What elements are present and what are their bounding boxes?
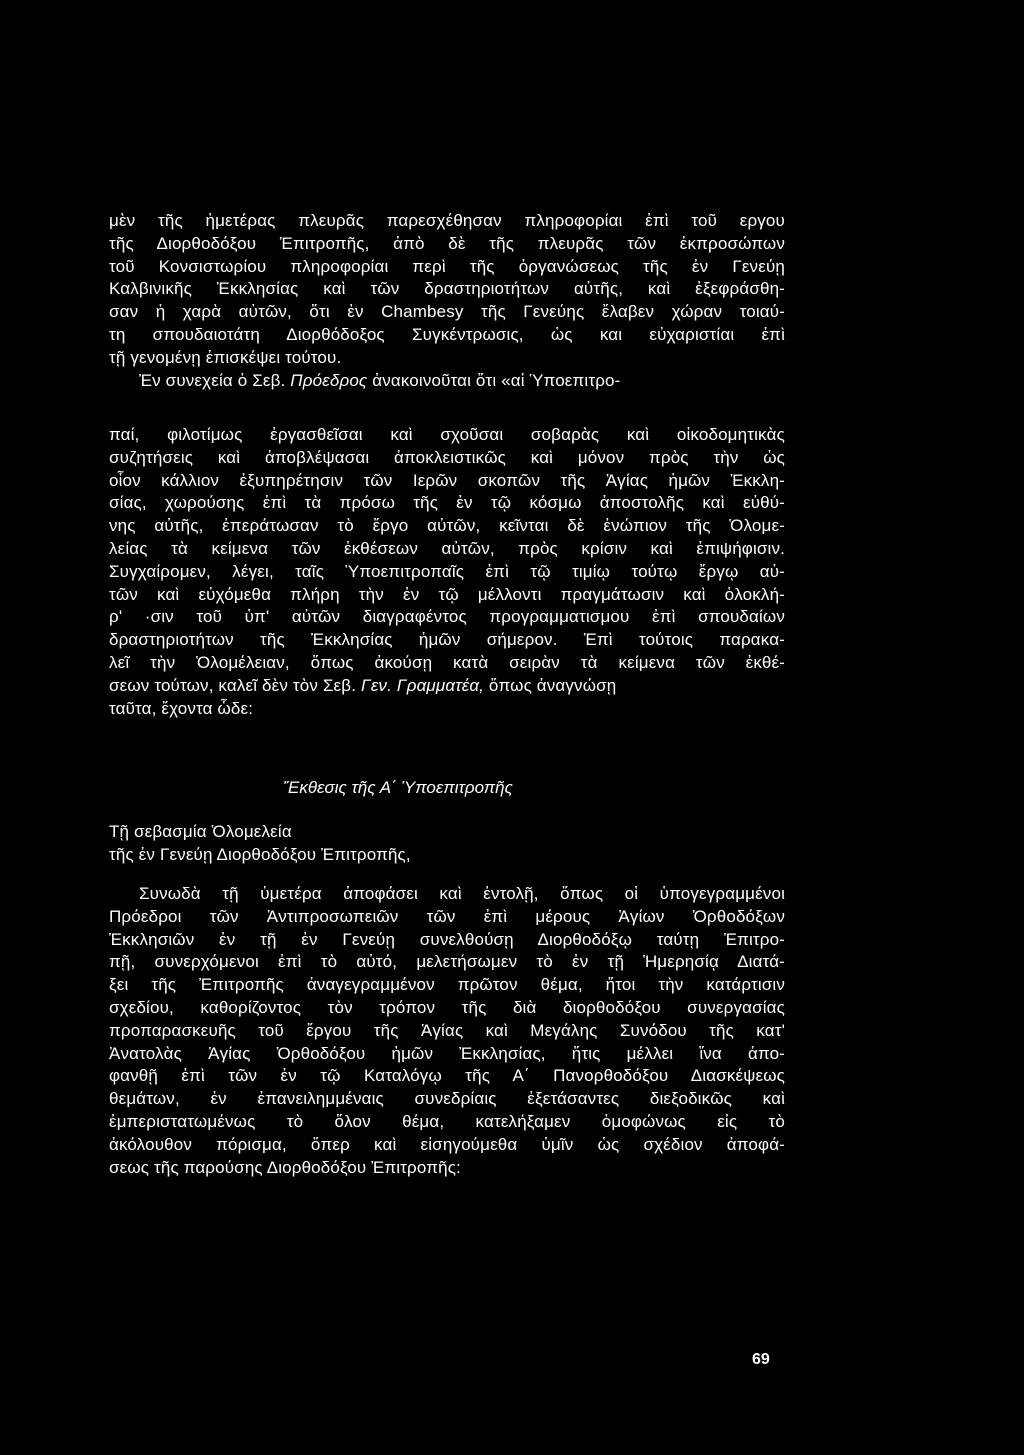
text-line-secretary <box>109 675 785 698</box>
text-line: δραστηριοτήτων τῆς Ἐκκλησίας ἡμῶν σήμερον. Ἐπὶ τούτοις παρακα- <box>109 630 785 650</box>
text-line: τῆς Διορθοδόξου Ἐπιτροπῆς, ἀπὸ δὲ τῆς πλευρᾶς τῶν ἐκπροσώπων <box>109 233 785 253</box>
text-line: πῇ, συνερχόμενοι ἐπὶ τὸ αὐτό, μελετήσωμεν τὸ ἐν τῇ Ἡμερησίᾳ Διατά- <box>109 952 785 972</box>
text-line: ρ' ·σιν τοῦ ὑπ' αὐτῶν διαγραφέντος προγραμματισμου ἐπὶ σπουδαίων <box>109 607 785 627</box>
text-line: ἐμπεριστατωμένως τὸ ὅλον θέμα, κατελήξαμεν ὁμοφώνως εἰς τὸ <box>109 1111 785 1131</box>
text-line-president <box>109 370 785 393</box>
paragraph-intro <box>109 210 785 392</box>
text-line: Ἀνατολὰς Ἁγίας Ὀρθοδόξου ἡμῶν Ἐκκλησίας, ἥτις μέλλει ἵνα ἀπο- <box>109 1043 785 1063</box>
text-line: ἀκόλουθον πόρισμα, ὅπερ καὶ εἰσηγούμεθα ὑμῖν ὡς σχέδιον ἀποφά- <box>109 1134 785 1154</box>
text-line: ταῦτα, ἔχοντα ὧδε: <box>109 698 254 718</box>
gen-label: Γεν. <box>360 675 392 695</box>
text-line: μὲν τῆς ἡμετέρας πλευρᾶς παρεσχέθησαν πληροφορίαι ἐπὶ τοῦ εργου <box>109 211 785 230</box>
text-segment: Ἐν συνεχεία ὁ Σεβ. <box>139 370 286 390</box>
president-label: Πρόεδρος <box>290 370 368 390</box>
text-line: σαν ἡ χαρὰ αὐτῶν, ὅτι ἐν Chambesy τῆς Γενεύης ἔλαβεν χώραν τοιαύ- <box>109 302 785 322</box>
text-line: προπαρασκευῆς τοῦ ἔργου τῆς Ἁγίας καὶ Μεγάλης Συνόδου τῆς κατ' <box>109 1020 785 1040</box>
text-segment: ὅπως ἀναγνώσῃ <box>488 675 617 695</box>
paragraph-report-body <box>109 883 785 1179</box>
text-segment: σεων τούτων, καλεῖ δὲν τὸν Σεβ. <box>109 675 357 695</box>
address-line: Τῇ σεβασμία Ὁλομελεία <box>109 822 292 841</box>
text-line: θεμάτων, ἐν ἐπανειλημμέναις συνεδρίαις ἐξετάσαντες διεξοδικῶς καὶ <box>109 1089 785 1109</box>
text-segment: ἀνακοινοῦται ὅτι «αἱ Ὑποεπιτρο- <box>372 370 621 390</box>
text-line: φανθῇ ἐπὶ τῶν ἐν τῷ Καταλόγῳ τῆς Α΄ Πανορθοδόξου Διασκέψεως <box>109 1066 785 1086</box>
text-line: παί, φιλοτίμως ἐργασθεῖσαι καὶ σχοῦσαι σοβαρὰς καὶ οἰκοδομητικὰς <box>109 425 785 444</box>
text-line: ξει τῆς Ἐπιτροπῆς ἀναγεγραμμένον πρῶτον θέμα, ἤτοι τὴν κατάρτισιν <box>109 975 785 995</box>
address-line: τῆς ἐν Γενεύῃ Διορθοδόξου Ἐπιτροπῆς, <box>109 844 411 864</box>
paragraph-announcement <box>109 424 785 720</box>
text-line: τοῦ Κονσιστωρίου πληροφορίαι περὶ τῆς ὀργανώσεως τῆς ἐν Γενεύῃ <box>109 256 785 276</box>
address-block <box>109 821 785 867</box>
text-line: Ἐκκλησιῶν ἐν τῇ ἐν Γενεύῃ συνελθούσῃ Διορθοδόξῳ ταύτῃ Ἐπιτρο- <box>109 929 785 949</box>
page-number: 69 <box>752 1351 770 1368</box>
report-heading: Ἔκθεσις τῆς Α΄ Ὑποεπιτροπῆς <box>283 778 513 797</box>
text-line: σίας, χωρούσης ἐπὶ τὰ πρόσω τῆς ἐν τῷ κόσμω ἀποστολῆς καὶ εὐθύ- <box>109 493 785 513</box>
text-line: οἷον κάλλιον ἐξυπηρέτησιν τῶν Ιερῶν σκοπῶν τῆς Ἁγίας ἡμῶν Ἐκκλη- <box>109 470 785 490</box>
text-line: νης αὐτῆς, ἐπεράτωσαν τὸ ἔργο αὐτῶν, κεῖνται δὲ ἐνώπιον τῆς Ὁλομε- <box>109 516 785 536</box>
text-line: Συγχαίρομεν, λέγει, ταῖς Ὑποεπιτροπαῖς ἐπὶ τῷ τιμίῳ τούτῳ ἔργῳ αὐ- <box>109 561 785 581</box>
text-line: τῇ γενομένῃ ἐπισκέψει τούτου. <box>109 347 342 367</box>
text-line: συζητήσεις καὶ ἀποβλέψασαι ἀποκλειστικῶς καὶ μόνον πρὸς τὴν ὡς <box>109 447 785 467</box>
text-line: τη σπουδαιοτάτη Διορθόδοξος Συγκέντρωσις, ὡς και εὐχαριστίαι ἐπὶ <box>109 324 785 344</box>
text-line: Πρόεδροι τῶν Ἀντιπροσωπειῶν τῶν ἐπὶ μέρους Ἁγίων Ὀρθοδόξων <box>109 906 785 926</box>
secretary-label: Γραμματέα, <box>396 675 485 695</box>
text-line: σχεδίου, καθορίζοντος τὸν τρόπον τῆς διὰ διορθοδόξου συνεργασίας <box>109 997 785 1017</box>
text-line: Συνωδὰ τῇ ὑμετέρα ἀποφάσει καὶ ἐντολῇ, ὅπως οἱ ὑπογεγραμμένοι <box>139 884 785 903</box>
text-line: τῶν καὶ εὐχόμεθα πλήρη τὴν ἐν τῷ μέλλοντι πραγμάτωσιν καὶ ὁλοκλή- <box>109 584 785 604</box>
text-line: λεῖ τὴν Ὁλομέλειαν, ὅπως ἀκούσῃ κατὰ σειρὰν τὰ κείμενα τῶν ἐκθέ- <box>109 652 785 672</box>
text-line: Καλβινικῆς Ἐκκλησίας καὶ τῶν δραστηριοτήτων αὐτῆς, καὶ ἐξεφράσθη- <box>109 279 785 299</box>
text-line: λείας τὰ κείμενα τῶν ἐκθέσεων αὐτῶν, πρὸς κρίσιν καὶ ἐπιψήφισιν. <box>109 538 785 558</box>
text-line: σεως τῆς παρούσης Διορθοδόξου Ἐπιτροπῆς: <box>109 1157 461 1177</box>
